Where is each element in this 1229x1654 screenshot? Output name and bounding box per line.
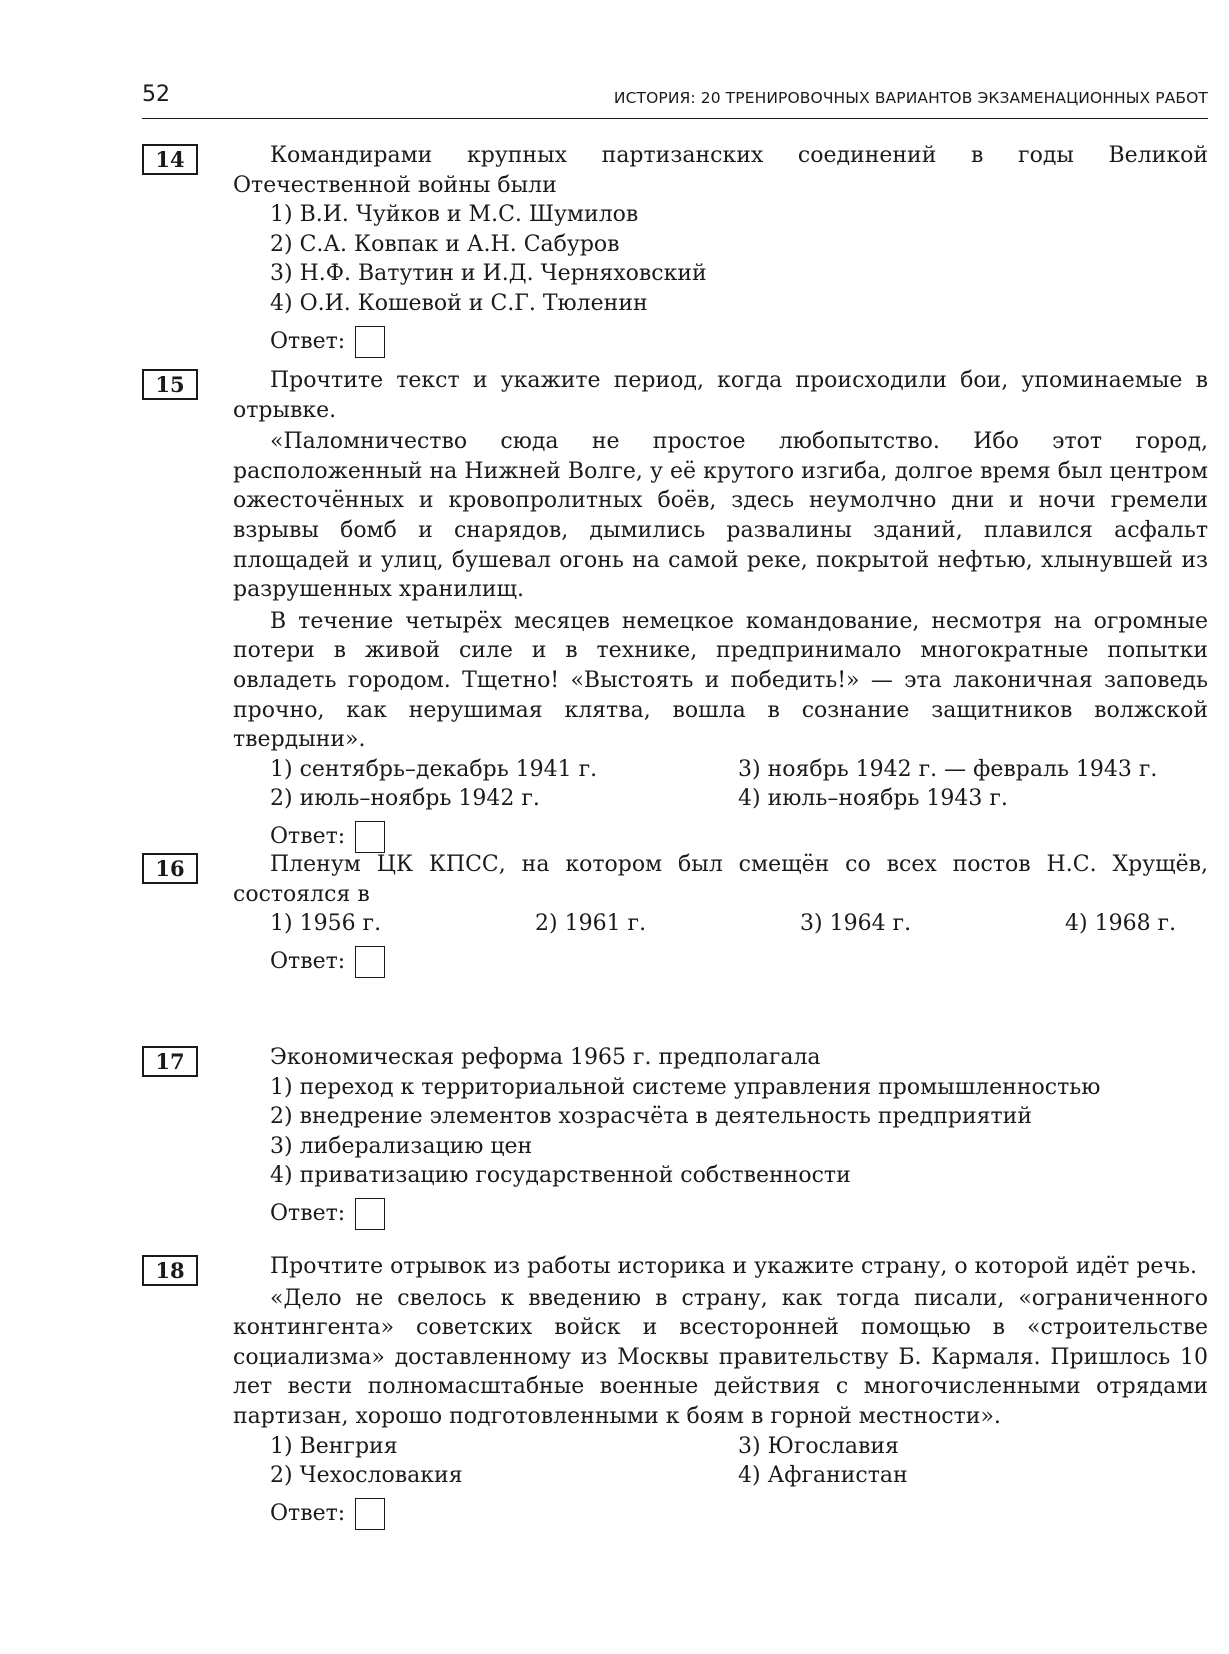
answer-row (270, 1497, 1208, 1531)
answer-row (270, 945, 1208, 979)
task-16 (142, 850, 1208, 979)
task-number-box: 16 (142, 853, 198, 884)
answer-label: Ответ: (270, 948, 346, 974)
page-number: 52 (142, 82, 170, 107)
option-3: 3) ноябрь 1942 г. — февраль 1943 г. (738, 756, 1158, 782)
answer-options (270, 1432, 1208, 1491)
option-2: 2) июль–ноябрь 1942 г. (270, 786, 540, 812)
option-4: 4) приватизацию государственной собственности (270, 1163, 851, 1189)
option-1: 1) переход к территориальной системе управления промышленностью (270, 1074, 1101, 1100)
answer-options (270, 909, 1208, 939)
option-4: 4) О.И. Кошевой и С.Г. Тюленин (270, 290, 648, 316)
running-header (142, 74, 1208, 119)
task-15 (142, 366, 1208, 854)
task-number-box: 18 (142, 1255, 198, 1286)
answer-input-box[interactable] (355, 1198, 385, 1230)
option-3: 3) 1964 г. (800, 911, 912, 937)
task-number-box: 14 (142, 144, 198, 175)
option-1: 1) 1956 г. (270, 911, 382, 937)
source-text-paragraph: «Дело не свелось к введению в страну, как тогда писали, «ограниченного контингента» советских войск и всесторонней помощью в «строительстве социализма» доставленному из Москвы правительству Б. Кармаля. Пришлось 10 лет вести полномасштабные военные действия с многочисленными отрядами партизан, хорошо подготовленными к боям в горной местности». (233, 1285, 1208, 1429)
answer-input-box[interactable] (355, 326, 385, 358)
option-4: 4) июль–ноябрь 1943 г. (738, 786, 1008, 812)
option-3: 3) либерализацию цен (270, 1133, 533, 1159)
answer-label: Ответ: (270, 328, 346, 354)
option-3: 3) Югославия (738, 1433, 899, 1459)
option-1: 1) Венгрия (270, 1433, 398, 1459)
answer-options (270, 755, 1208, 814)
source-text-paragraph: В течение четырёх месяцев немецкое командование, несмотря на огромные потери в живой силе и в технике, предпринимало многократные попытки овладеть городом. Тщетно! «Выстоять и победить!» — эта лаконичная заповедь прочно, как нерушимая клятва, вошла в сознание защитников волжской твердыни». (233, 608, 1208, 753)
task-prompt: Командирами крупных партизанских соединений в годы Великой Отечественной войны были (233, 143, 1208, 198)
option-2: 2) Чехословакия (270, 1463, 463, 1489)
answer-row (270, 820, 1208, 854)
option-4: 4) Афганистан (738, 1463, 908, 1489)
option-1: 1) В.И. Чуйков и М.С. Шумилов (270, 202, 639, 228)
option-2: 2) 1961 г. (535, 911, 647, 937)
answer-label: Ответ: (270, 1201, 346, 1227)
answer-row (270, 1197, 1208, 1231)
answer-input-box[interactable] (355, 1498, 385, 1530)
answer-options (270, 200, 1208, 318)
task-number-box: 17 (142, 1046, 198, 1077)
answer-label: Ответ: (270, 824, 346, 850)
answer-options (270, 1073, 1208, 1191)
task-prompt: Пленум ЦК КПСС, на котором был смещён со всех постов Н.С. Хрущёв, состоялся в (233, 852, 1208, 907)
task-prompt: Экономическая реформа 1965 г. предполагала (270, 1045, 821, 1070)
task-prompt: Прочтите текст и укажите период, когда происходили бои, упоминаемые в отрывке. (233, 368, 1208, 423)
option-4: 4) 1968 г. (1065, 911, 1177, 937)
option-1: 1) сентябрь–декабрь 1941 г. (270, 756, 598, 782)
task-number-box: 15 (142, 369, 198, 400)
answer-label: Ответ: (270, 1500, 346, 1526)
book-title: ИСТОРИЯ: 20 ТРЕНИРОВОЧНЫХ ВАРИАНТОВ ЭКЗАМЕНАЦИОННЫХ РАБОТ (613, 89, 1208, 107)
option-2: 2) С.А. Ковпак и А.Н. Сабуров (270, 231, 620, 257)
answer-row (270, 325, 1208, 359)
task-17 (142, 1043, 1208, 1231)
source-text-paragraph: «Паломничество сюда не простое любопытство. Ибо этот город, расположенный на Нижней Волге, у её крутого изгиба, долгое время был центром ожесточённых и кровопролитных боёв, здесь неумолчно дни и ночи гремели взрывы бомб и снарядов, дымились развалины зданий, плавился асфальт площадей и улиц, бушевал огонь на самой реке, покрытой нефтью, хлынувшей из разрушенных хранилищ. (233, 429, 1208, 603)
answer-input-box[interactable] (355, 946, 385, 978)
task-prompt: Прочтите отрывок из работы историка и укажите страну, о которой идёт речь. (270, 1254, 1197, 1279)
task-14 (142, 141, 1208, 359)
option-2: 2) внедрение элементов хозрасчёта в деятельность предприятий (270, 1104, 1032, 1130)
option-3: 3) Н.Ф. Ватутин и И.Д. Черняховский (270, 261, 707, 287)
answer-input-box[interactable] (355, 821, 385, 853)
task-18 (142, 1252, 1208, 1531)
